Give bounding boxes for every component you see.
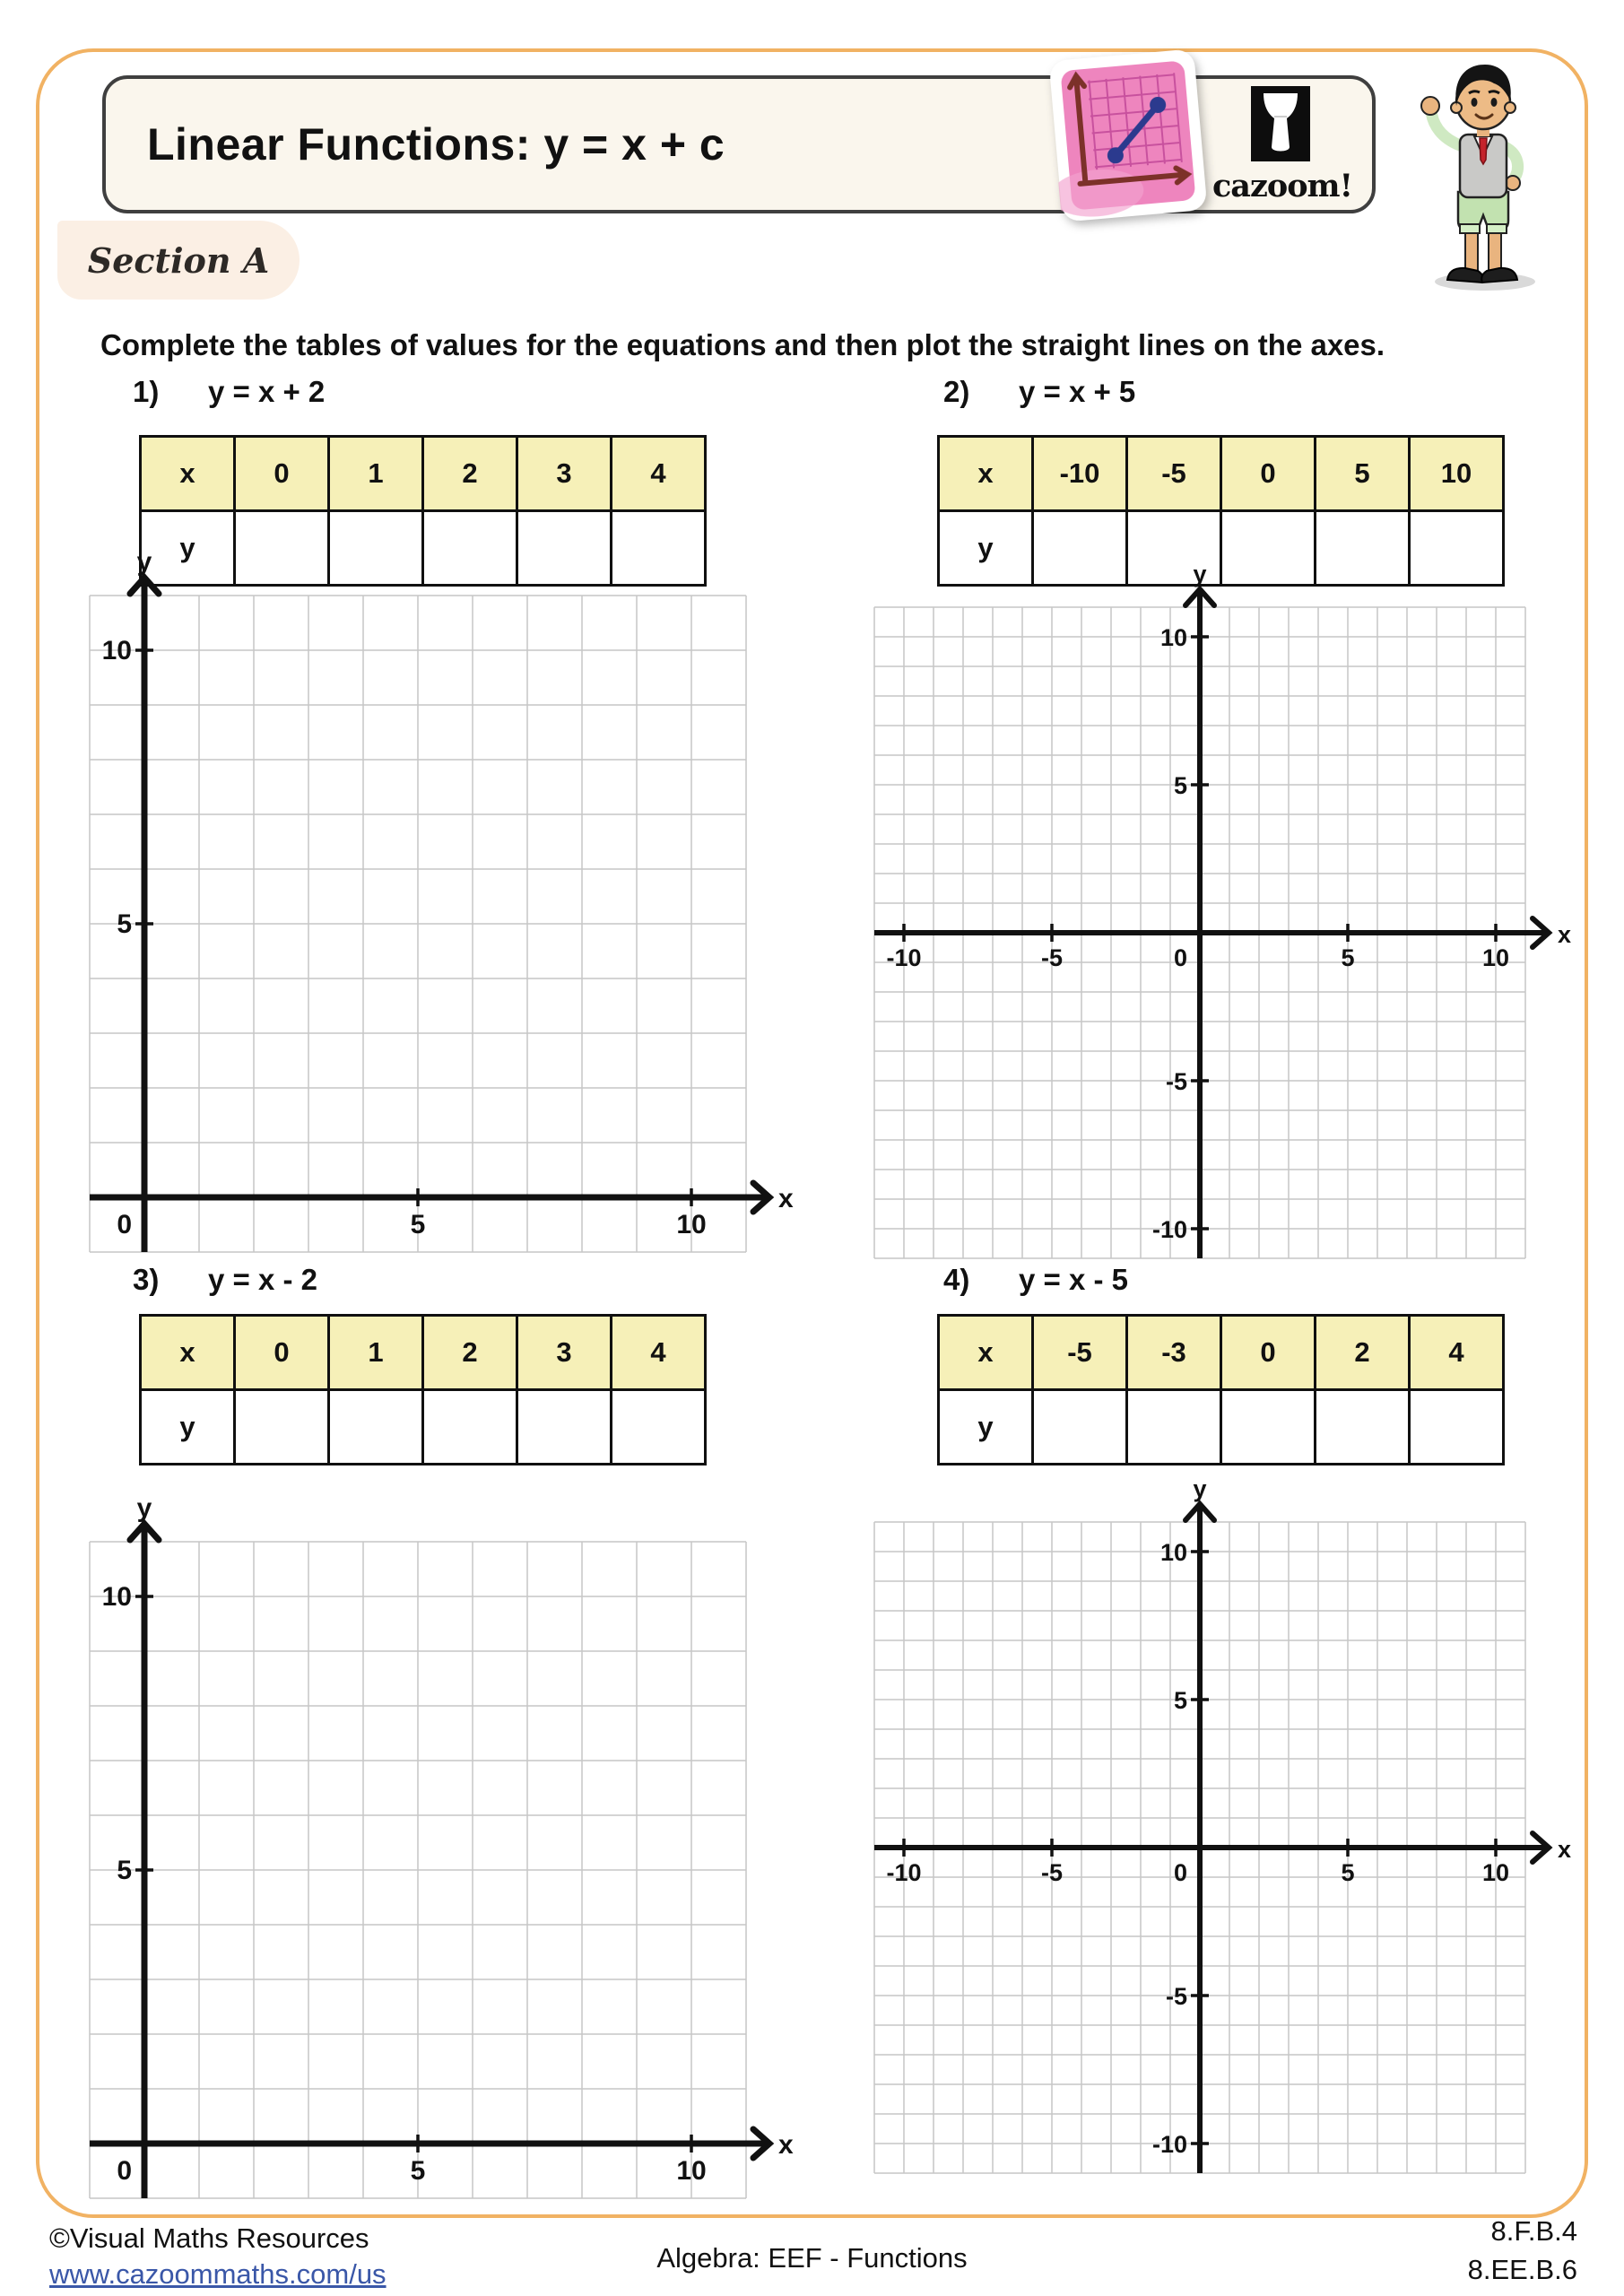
problem-4-number: 4) <box>943 1263 970 1296</box>
instruction-text: Complete the tables of values for the equations and then plot the straight lines on the axes. <box>100 328 1385 361</box>
cazoom-logo-text: cazoom! <box>1212 168 1352 204</box>
cazoom-url-link[interactable]: www.cazoommaths.com/us <box>49 2258 386 2290</box>
x-row-label: x <box>939 437 1033 511</box>
x-value-cell: 2 <box>1316 1316 1410 1390</box>
y-value-cell-empty <box>517 1390 612 1465</box>
problem-2-number: 2) <box>943 375 970 408</box>
tick-label: -5 <box>1040 1859 1064 1886</box>
tick-label: 5 <box>117 909 132 939</box>
x-row-label: x <box>939 1316 1033 1390</box>
x-value-cell: 0 <box>1221 1316 1316 1390</box>
x-value-cell: 2 <box>423 1316 517 1390</box>
y-value-cell-empty <box>1127 1390 1221 1465</box>
problem-3-coordinate-grid <box>77 1497 800 2210</box>
tick-label: -5 <box>1040 944 1064 971</box>
problem-3-number: 3) <box>133 1263 160 1296</box>
x-value-cell: -10 <box>1033 437 1127 511</box>
tick-label: 5 <box>410 1210 426 1239</box>
tick-label: 0 <box>1173 944 1187 971</box>
x-value-cell: 4 <box>612 1316 706 1390</box>
tick-label: y <box>1193 1477 1207 1502</box>
tick-label: 10 <box>1481 1859 1510 1886</box>
x-value-cell: 3 <box>517 1316 612 1390</box>
tick-label: 10 <box>676 1210 707 1239</box>
tick-label: -10 <box>1151 2131 1187 2158</box>
tick-label: -10 <box>886 1859 922 1886</box>
problem-1-equation: y = x + 2 <box>208 375 326 408</box>
x-value-cell: 1 <box>329 437 423 511</box>
x-value-cell: -5 <box>1033 1316 1127 1390</box>
y-value-cell-empty <box>329 1390 423 1465</box>
tick-label: -10 <box>1151 1216 1187 1243</box>
tick-label: -10 <box>886 944 922 971</box>
problem-4-equation: y = x - 5 <box>1019 1263 1128 1296</box>
problem-4-coordinate-grid <box>862 1477 1581 2184</box>
y-row-label: y <box>939 1390 1033 1465</box>
axes <box>874 1504 1549 2173</box>
standards-codes <box>1468 2212 1577 2289</box>
x-value-cell: 0 <box>235 437 329 511</box>
x-value-cell: 0 <box>1221 437 1316 511</box>
tick-label: 5 <box>1341 1859 1355 1886</box>
problem-2-header <box>943 375 1135 409</box>
linear-graph-icon <box>1047 48 1208 223</box>
problem-2-equation: y = x + 5 <box>1019 375 1136 408</box>
y-value-cell-empty <box>235 1390 329 1465</box>
boy-student-illustration <box>1406 56 1559 302</box>
tick-label: 10 <box>676 2156 707 2186</box>
y-value-cell-empty <box>423 1390 517 1465</box>
tick-label: 10 <box>1159 1539 1187 1566</box>
x-value-cell: 1 <box>329 1316 423 1390</box>
x-value-cell: 0 <box>235 1316 329 1390</box>
y-row-label: y <box>939 511 1033 586</box>
tick-label: 5 <box>1173 1687 1187 1714</box>
tick-label: y <box>136 551 152 577</box>
standard-code-2: 8.EE.B.6 <box>1467 2254 1577 2285</box>
tick-label: 5 <box>1173 772 1187 799</box>
tick-label: 10 <box>101 1582 132 1612</box>
tick-label: 10 <box>101 636 132 665</box>
copyright-text: ©Visual Maths Resources <box>49 2222 369 2254</box>
boy-student-svg <box>1406 56 1559 298</box>
tick-marks <box>135 650 691 1206</box>
problem-1-header <box>133 375 325 409</box>
tick-label: x <box>778 2130 794 2160</box>
problem-1-number: 1) <box>133 375 160 408</box>
tick-label: -5 <box>1165 1983 1187 2010</box>
x-value-cell: -3 <box>1127 1316 1221 1390</box>
problem-3-values-table <box>139 1314 707 1465</box>
linear-graph-icon-svg <box>1047 48 1208 223</box>
tick-label: 5 <box>410 2156 426 2186</box>
tick-label: 10 <box>1481 944 1510 971</box>
axes <box>874 589 1549 1258</box>
standard-code-1: 8.F.B.4 <box>1490 2215 1577 2247</box>
axes <box>90 1524 769 2198</box>
y-value-cell-empty <box>1033 1390 1127 1465</box>
x-value-cell: 4 <box>1410 1316 1504 1390</box>
y-value-cell-empty <box>1316 1390 1410 1465</box>
y-value-cell-empty <box>1221 1390 1316 1465</box>
grid-lines <box>90 1542 746 2198</box>
tick-label: y <box>1193 562 1207 587</box>
section-a-label: Section A <box>87 239 270 281</box>
tick-label: x <box>778 1184 794 1213</box>
x-value-cell: 3 <box>517 437 612 511</box>
problem-1-coordinate-grid <box>77 551 800 1264</box>
y-value-cell-empty <box>612 1390 706 1465</box>
tick-label: 0 <box>117 2156 132 2186</box>
x-row-label: x <box>141 437 235 511</box>
x-value-cell: -5 <box>1127 437 1221 511</box>
tick-label: 5 <box>117 1856 132 1885</box>
tick-label: x <box>1558 1836 1572 1863</box>
tick-label: -5 <box>1165 1068 1187 1095</box>
tick-label: 10 <box>1159 624 1187 651</box>
tick-label: x <box>1558 921 1572 948</box>
problem-2-coordinate-grid <box>862 562 1581 1269</box>
x-value-cell: 2 <box>423 437 517 511</box>
y-value-cell-empty <box>1410 1390 1504 1465</box>
x-value-cell: 10 <box>1410 437 1504 511</box>
page-title: Linear Functions: y = x + c <box>147 119 725 170</box>
problem-3-header <box>133 1263 317 1297</box>
cazoom-logo <box>1212 86 1352 204</box>
worksheet-category: Algebra: EEF - Functions <box>656 2242 968 2274</box>
x-value-cell: 5 <box>1316 437 1410 511</box>
axes <box>90 578 769 1252</box>
problem-4-values-table <box>937 1314 1505 1465</box>
cazoom-drum-icon <box>1251 86 1310 161</box>
section-a-badge <box>57 221 300 300</box>
grid-lines <box>90 596 746 1252</box>
tick-label: 0 <box>117 1210 132 1239</box>
x-value-cell: 4 <box>612 437 706 511</box>
tick-label: 5 <box>1341 944 1355 971</box>
problem-3-equation: y = x - 2 <box>208 1263 317 1296</box>
x-row-label: x <box>141 1316 235 1390</box>
tick-marks <box>135 1596 691 2152</box>
tick-label: 0 <box>1173 1859 1187 1886</box>
tick-label: y <box>136 1497 152 1523</box>
y-row-label: y <box>141 511 235 586</box>
y-row-label: y <box>141 1390 235 1465</box>
